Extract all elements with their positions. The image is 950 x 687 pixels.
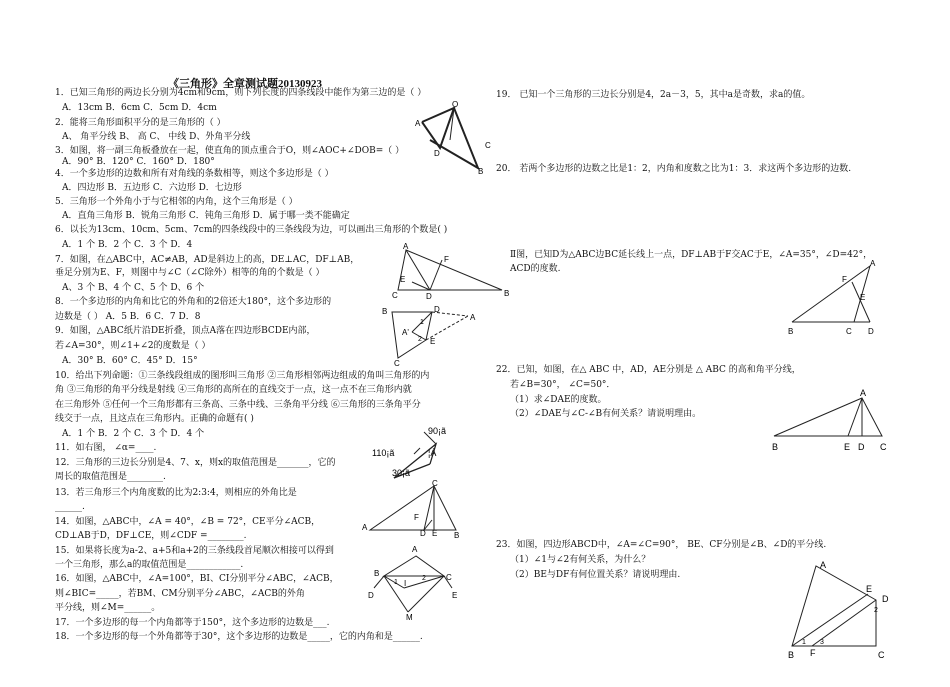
q10-stem-3: 在三角形外 ⑤任何一个三角形都有三条高、三条中线、三条角平分线 ⑥三角形的三条角平分 (55, 400, 421, 410)
q9-stem-1: 9．如图，△ABC纸片沿DE折叠，顶点A落在四边形BCDE内部， (55, 326, 316, 336)
q5-stem: 5．三角形一个外角小于与它相邻的内角，这个三角形是（ ） (55, 197, 298, 207)
q1-options: A．13cm B．6cm C．5cm D．4cm (62, 103, 217, 113)
fig-label: 90¡ã (428, 426, 447, 436)
q16-stem-3: 平分线，则∠M=______。 (55, 603, 161, 613)
q7-stem-1: 7．如图，在△ABC中，AC≠AB，AD是斜边上的高，DE⊥AC，DF⊥AB， (55, 255, 360, 265)
fig-label: A (403, 242, 409, 251)
fig-label: C (394, 359, 400, 368)
figure-q16-bisectors (364, 540, 464, 622)
fig-label: A (362, 523, 368, 532)
fig-label: 2 (418, 336, 422, 343)
q21-stem-1: Ⅱ图，已知D为△ABC边BC延长线上一点，DF⊥AB于F交AC于E，∠A=35°，∠D=42°， (510, 250, 873, 260)
fig-label: D (434, 305, 440, 314)
fig-label: C (485, 141, 491, 150)
q3-stem: 3．如图，将一副三角板叠放在一起，使直角的顶点重合于O，则∠AOC+∠DOB=（ ） (55, 146, 405, 156)
fig-label: D (882, 594, 889, 604)
figure-q22-triangle (770, 388, 890, 456)
fig-label: 30¡ã (392, 468, 411, 478)
fig-label: A (415, 119, 421, 128)
q11-stem: 11．如右图， ∠α=____. (55, 443, 157, 453)
q2-options: A、 角平分线 B、 高 C、 中线 D、外角平分线 (62, 132, 251, 142)
q4-stem: 4．一个多边形的边数和所有对角线的条数相等，则这个多边形是（ ） (55, 169, 334, 179)
fig-label: E (432, 529, 438, 538)
figure-q7-triangle (390, 242, 515, 302)
q21-stem-2: ACD的度数. (510, 264, 561, 274)
q10-options: A．1 个 B．2 个 C．3 个 D．4 个 (62, 429, 205, 439)
fig-label: E (860, 293, 866, 302)
fig-label: B (478, 167, 484, 176)
q16-stem-1: 16．如图，△ABC中，∠A=100°，BI、CI分别平分∠ABC，∠ACB， (55, 574, 339, 584)
fig-label: D (858, 442, 865, 452)
fig-label: O (452, 100, 459, 109)
q20-stem: 20． 若两个多边形的边数之比是1：2，内角和度数之比为1：3．求这两个多边形的边数. (496, 164, 852, 174)
q4-options: A．四边形 B．五边形 C．六边形 D．七边形 (62, 183, 242, 193)
fig-label: B (772, 442, 779, 452)
q12-stem-2: 周长的取值范围是________. (55, 472, 166, 482)
fig-label: ¦Á (428, 448, 437, 458)
fig-label: 1 (420, 319, 424, 326)
figure-q11-angles (370, 422, 460, 484)
fig-label: D (434, 149, 440, 158)
figure-q9-fold (378, 300, 478, 368)
fig-label: C (878, 650, 885, 660)
q9-stem-2: 若∠A=30°，则∠1+∠2的度数是（ ） (55, 341, 211, 351)
fig-label: E (430, 337, 436, 346)
q18-stem: 18．一个多边形的每一个外角都等于30°，这个多边形的边数是_____，它的内角和是______. (55, 632, 423, 642)
fig-label: D (368, 591, 374, 600)
q3-options: A．90° B．120° C．160° D．180° (62, 157, 215, 167)
q1-stem: 1．已知三角形的两边长分别为4cm和9cm，则下列长度的四条线段中能作为第三边的是（ ） (55, 88, 427, 98)
fig-label: 1 (802, 639, 806, 646)
q13-stem-1: 13．若三角形三个内角度数的比为2:3:4，则相应的外角比是 (55, 488, 297, 498)
figure-q14-triangle (362, 480, 462, 538)
q16-stem-2: 则∠BIC=_____，若BM、CM分别平分∠ABC，∠ACB的外角 (55, 589, 305, 599)
fig-label: A (870, 259, 876, 268)
fig-label: B (454, 531, 460, 540)
fig-label: B (788, 650, 795, 660)
q8-stem-1: 8．一个多边形的内角和比它的外角和的2倍还大180°，这个多边形的 (55, 297, 332, 307)
fig-label: I (404, 579, 407, 588)
q17-stem: 17．一个多边形的每一个内角都等于150°，这个多边形的边数是___. (55, 618, 330, 628)
q8-stem-2: 边数是（ ） A．5 B．6 C．7 D．8 (55, 312, 201, 322)
fig-label: 1 (394, 579, 398, 586)
fig-label: F (810, 648, 816, 658)
fig-label: E (844, 442, 851, 452)
fig-label: M (406, 613, 413, 622)
q9-options: A．30° B．60° C．45° D．15° (62, 356, 198, 366)
fig-label: A (820, 560, 827, 570)
fig-label: E (866, 584, 873, 594)
fig-label: D (420, 529, 426, 538)
fig-label: C (432, 479, 438, 488)
fig-label: 2 (422, 575, 426, 582)
fig-label: A (470, 313, 476, 322)
fig-label: A (860, 388, 867, 398)
q6-options: A．1 个 B．2 个 C．3 个 D．4 (62, 240, 193, 250)
q7-options: A、3 个 B、4 个 C、5 个 D、6 个 (62, 283, 205, 293)
q14-stem-2: CD⊥AB于D，DF⊥CE，则∠CDF =________. (55, 531, 247, 541)
fig-label: F (414, 513, 419, 522)
fig-label: C (846, 327, 852, 336)
fig-label: C (880, 442, 887, 452)
fig-label: F (842, 275, 847, 284)
fig-label: B (382, 307, 388, 316)
fig-label: 3 (820, 639, 824, 646)
q23-stem: 23．如图，四边形ABCD中，∠A=∠C=90°， BE、CF分别是∠B、∠D的平分线. (496, 540, 827, 550)
fig-label: D (868, 327, 874, 336)
q22-stem-1: 22．已知，如图，在△ ABC 中，AD，AE分别是 △ ABC 的高和角平分线， (496, 365, 801, 375)
fig-label: C (446, 573, 452, 582)
q13-stem-2: ______. (55, 502, 85, 512)
fig-label: D (426, 292, 432, 301)
q7-stem-2: 垂足分别为E、F，则图中与∠C（∠C除外）相等的角的个数是（ ） (55, 268, 325, 278)
q10-stem-1: 10．给出下列命题：①三条线段组成的图形叫三角形 ②三角形相邻两边组成的角叫三角形的内 (55, 371, 430, 381)
q23-part-2: （2）BE与DF有何位置关系？请说明理由. (510, 570, 681, 580)
q14-stem-1: 14．如图，△ABC中，∠A = 40°，∠B = 72°，CE平分∠ACB， (55, 517, 321, 527)
page-title: 《三角形》全章测试题20130923 (168, 78, 322, 90)
fig-label: B (374, 569, 380, 578)
q22-part-2: （2）∠DAE与∠C-∠B有何关系？请说明理由。 (510, 409, 702, 419)
q12-stem-1: 12．三角形的三边长分别是4、7、x，则x的取值范围是_______，它的 (55, 458, 336, 468)
q15-stem-1: 15．如果将长度为a-2、a+5和a+2的三条线段首尾顺次相接可以得到 (55, 546, 334, 556)
q22-stem-2: 若∠B=30°， ∠C=50°． (510, 380, 616, 390)
figure-q23-quadrilateral (782, 558, 894, 670)
fig-label: 2 (874, 607, 878, 614)
fig-label: B (504, 289, 510, 298)
q6-stem: 6．以长为13cm、10cm、5cm、7cm的四条线段中的三条线段为边，可以画出三角形的个数是( ) (55, 225, 448, 235)
q5-options: A．直角三角形 B．锐角三角形 C．钝角三角形 D．属于哪一类不能确定 (62, 211, 350, 221)
figure-q3-set-squares (410, 100, 490, 175)
fig-label: A (412, 545, 418, 554)
fig-label: E (400, 275, 406, 284)
fig-label: 110¡ã (372, 448, 395, 458)
fig-label: E (452, 591, 458, 600)
q19-stem: 19． 已知一个三角形的三边长分别是4，2a－3，5，其中a是奇数，求a的值。 (496, 90, 811, 100)
q15-stem-2: 一个三角形，那么a的取值范围是____________. (55, 560, 244, 570)
fig-label: A' (402, 328, 409, 337)
q10-stem-2: 角 ③三角形的角平分线是射线 ④三角形的高所在的直线交于一点，这一点不在三角形内就 (55, 385, 412, 395)
q22-part-1: （1）求∠DAE的度数。 (510, 395, 607, 405)
q10-stem-4: 线交于一点，且这点在三角形内。正确的命题有( ) (55, 414, 254, 424)
fig-label: C (392, 291, 398, 300)
figure-q21-triangle (784, 258, 884, 338)
fig-label: F (444, 255, 449, 264)
q2-stem: 2．能将三角形面积平分的是三角形的（ ） (55, 118, 226, 128)
q23-part-1: （1）∠1与∠2有何关系，为什么？ (510, 555, 651, 565)
fig-label: B (788, 327, 794, 336)
